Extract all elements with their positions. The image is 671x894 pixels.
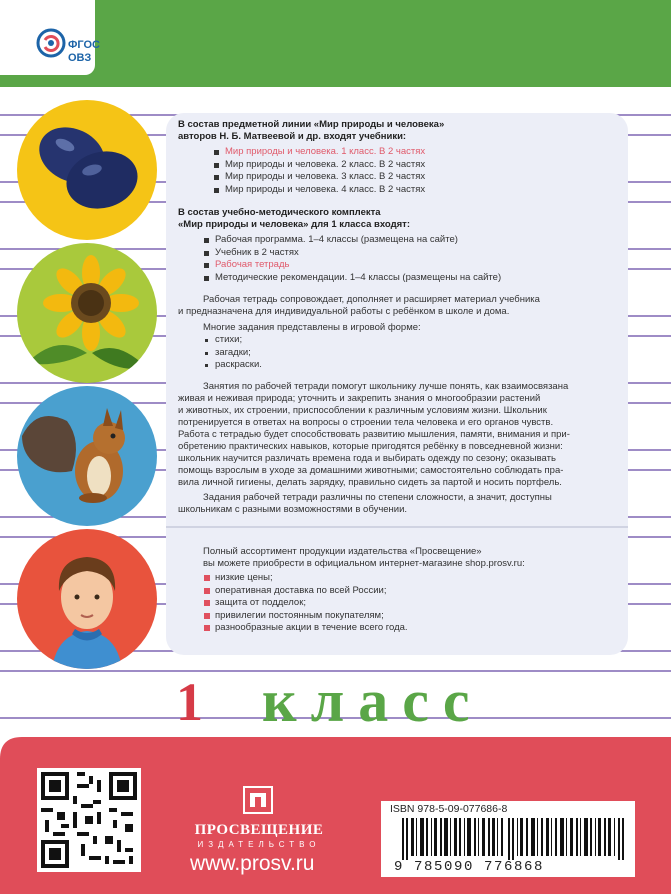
list-item: стихи; xyxy=(203,334,262,347)
list-item: низкие цены; xyxy=(203,572,408,585)
description-para3-line-1: Задания рабочей тетради различны по степени сложности, а значит, доступны xyxy=(203,492,552,503)
grade-word: класс xyxy=(262,668,484,734)
series-heading-line-1: В состав предметной линии «Мир природы и человека» xyxy=(178,119,445,130)
para2-line: вила личной гигиены, делать зарядку, правильно сидеть за партой и носить портфель. xyxy=(178,477,562,488)
list-item: Рабочая программа. 1–4 классы (размещена на сайте) xyxy=(203,234,501,247)
para2-line: Работа с тетрадью будет способствовать развитию мышления, памяти, внимания и при- xyxy=(178,429,570,440)
logo-line-1: ФГОС xyxy=(68,39,100,51)
grade-number: 1 xyxy=(176,672,203,732)
list-item: Мир природы и человека. 4 класс. В 2 частях xyxy=(213,184,425,197)
list-item: Мир природы и человека. 1 класс. В 2 частях xyxy=(213,146,425,159)
list-item: оперативная доставка по всей России; xyxy=(203,585,408,598)
shop-line-1: Полный ассортимент продукции издательства «Просвещение» xyxy=(203,546,482,557)
fgos-logo-text xyxy=(68,39,100,65)
barcode-icon xyxy=(402,818,630,860)
plums-icon xyxy=(17,100,157,240)
list-item: Рабочая тетрадь xyxy=(203,259,501,272)
boy-picture xyxy=(17,529,157,669)
kit-heading-line-1: В состав учебно-методического комплекта xyxy=(178,207,381,218)
barcode-digits: 9 785090 776868 xyxy=(394,859,545,875)
publisher-name: ПРОСВЕЩЕНИЕ xyxy=(194,822,324,838)
panel-divider xyxy=(166,526,628,528)
plums-picture xyxy=(17,100,157,240)
forms-list xyxy=(203,334,262,372)
para2-line: потренируется в ответах на вопросы о строении тела человека и его органов чувств. xyxy=(178,417,554,428)
publisher-subtitle: ИЗДАТЕЛЬСТВО xyxy=(197,840,321,849)
forms-intro: Многие задания представлены в игровой форме: xyxy=(203,322,421,333)
shop-benefits-list xyxy=(203,572,408,635)
top-green-band xyxy=(0,0,671,87)
description-para3-line-2: школьникам с разными возможностями в обучении. xyxy=(178,504,408,515)
squirrel-icon xyxy=(17,386,157,526)
publisher-website-link[interactable]: www.prosv.ru xyxy=(190,852,315,875)
list-item: раскраски. xyxy=(203,359,262,372)
para2-line: и животных, их строении, приспособлении к различным условиям жизни. Школьник xyxy=(178,405,547,416)
list-item: разнообразные акции в течение всего года. xyxy=(203,622,408,635)
sunflower-icon xyxy=(17,243,157,383)
list-item: защита от подделок; xyxy=(203,597,408,610)
kit-heading-line-2: «Мир природы и человека» для 1 класса входят: xyxy=(178,219,410,230)
qr-code-icon xyxy=(37,768,141,872)
list-item: Мир природы и человека. 2 класс. В 2 частях xyxy=(213,159,425,172)
description-para1-line-2: и предназначена для индивидуальной работы с ребёнком в школе и дома. xyxy=(178,306,510,317)
para2-line: Занятия по рабочей тетради помогут школьнику лучше понять, как взаимосвязана xyxy=(203,381,569,392)
para2-line: помощь взрослым в уходе за домашними животными; самостоятельно соблюдать пра- xyxy=(178,465,564,476)
publisher-emblem-icon xyxy=(240,785,276,815)
shop-line-2: вы можете приобрести в официальном интернет-магазине shop.prosv.ru: xyxy=(203,558,525,569)
list-item: Мир природы и человека. 3 класс. В 2 частях xyxy=(213,171,425,184)
series-list xyxy=(213,146,425,196)
isbn-label: ISBN 978-5-09-077686-8 xyxy=(390,803,508,815)
description-para1-line-1: Рабочая тетрадь сопровождает, дополняет и расширяет материал учебника xyxy=(203,294,540,305)
boy-icon xyxy=(17,529,157,669)
squirrel-picture xyxy=(17,386,157,526)
para2-line: обретению практических навыков, которые пригодятся ребёнку в повседневной жизни: xyxy=(178,441,563,452)
fgos-logo-badge xyxy=(0,0,100,75)
fgos-logo-icon xyxy=(36,28,66,58)
kit-list xyxy=(203,234,501,284)
list-item: Учебник в 2 частях xyxy=(203,247,501,260)
list-item: Методические рекомендации. 1–4 классы (размещены на сайте) xyxy=(203,272,501,285)
para2-line: школьник научится различать времена года и выбирать одежду по сезону; оказывать xyxy=(178,453,556,464)
para2-line: живая и неживая природа; уточнить и закрепить знания о многообразии растений xyxy=(178,393,541,404)
series-heading-line-2: авторов Н. Б. Матвеевой и др. входят учебники: xyxy=(178,131,407,142)
list-item: привилегии постоянным покупателям; xyxy=(203,610,408,623)
logo-line-2: ОВЗ xyxy=(68,52,92,64)
list-item: загадки; xyxy=(203,347,262,360)
sunflower-picture xyxy=(17,243,157,383)
